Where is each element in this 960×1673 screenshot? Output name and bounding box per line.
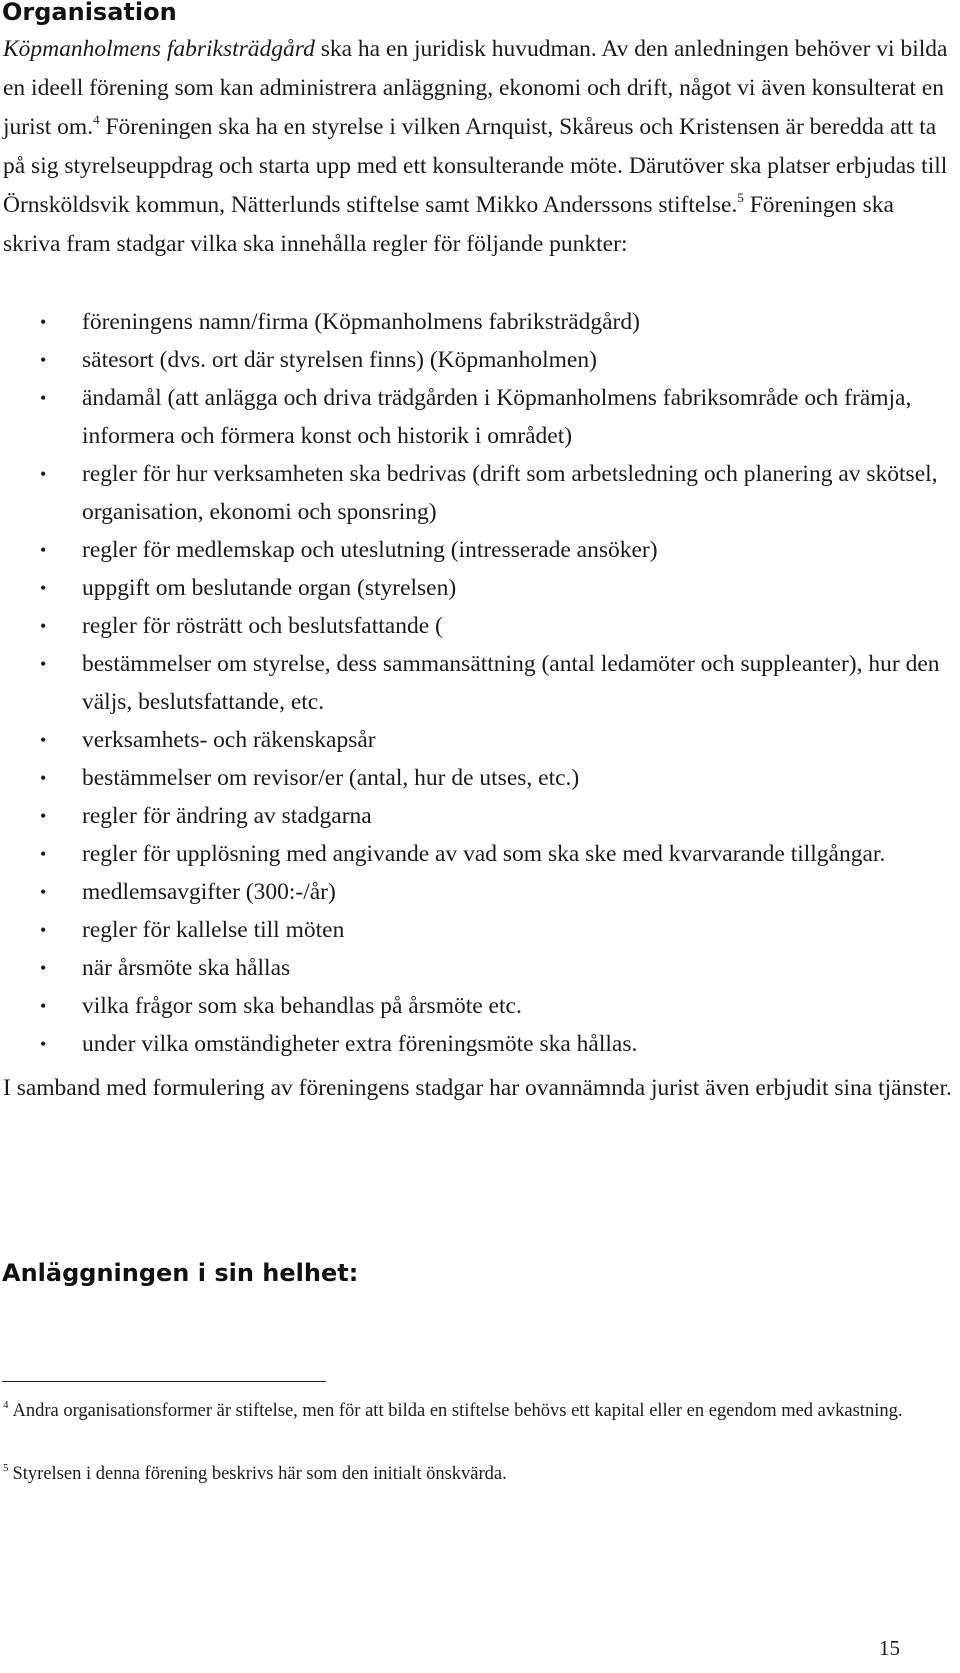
bullet-icon: • (40, 996, 47, 1016)
bullet-icon: • (40, 920, 47, 940)
list-item-text: under vilka omständigheter extra föreningsmöte ska hållas. (82, 1031, 638, 1057)
list-item (0, 379, 950, 455)
list-item (0, 1025, 950, 1063)
list-item (0, 797, 950, 835)
footnote-ref-4[interactable]: 4 (93, 112, 100, 127)
bullet-icon: • (40, 350, 47, 370)
bullet-icon: • (40, 578, 47, 598)
bullet-icon: • (40, 958, 47, 978)
bullet-icon: • (40, 882, 47, 902)
list-item (0, 569, 950, 607)
bylaws-points-list (0, 303, 950, 1063)
list-item-text: regler för hur verksamheten ska bedrivas (drift som arbetsledning och planering av skötsel, organisation, ekonomi och sponsring) (82, 461, 938, 525)
footnote-5 (3, 1459, 953, 1489)
list-item-text: medlemsavgifter (300:-/år) (82, 879, 336, 905)
footnote-separator (2, 1381, 326, 1382)
list-item-text: vilka frågor som ska behandlas på årsmöte etc. (82, 993, 522, 1019)
list-item (0, 303, 950, 341)
footnote-text: Styrelsen i denna förening beskrivs här som den initialt önskvärda. (12, 1464, 507, 1484)
list-item-text: när årsmöte ska hållas (82, 955, 291, 981)
bullet-icon: • (40, 388, 47, 408)
list-item (0, 721, 950, 759)
bullet-icon: • (40, 844, 47, 864)
list-item-text: verksamhets- och räkenskapsår (82, 727, 376, 753)
list-item-text: regler för upplösning med angivande av vad som ska ske med kvarvarande tillgångar. (82, 841, 886, 867)
list-item (0, 531, 950, 569)
list-item-text: regler för kallelse till möten (82, 917, 345, 943)
footnote-text: Andra organisationsformer är stiftelse, men för att bilda en stiftelse behövs ett kapital eller en egendom med avkastning. (12, 1401, 903, 1421)
list-item (0, 455, 950, 531)
intro-text-2: Föreningen ska ha en styrelse i vilken Arnquist, Skåreus och Kristensen är beredda att ta på sig styrelseuppdrag och starta upp med ett konsulterande möte. Därutöver ska platser erbjudas till Örnsköldsvik kommun, Nätterlunds stiftelse samt Mikko Anderssons stiftelse. (3, 114, 948, 218)
list-item-text: uppgift om beslutande organ (styrelsen) (82, 575, 457, 601)
list-item-text: regler för rösträtt och beslutsfattande ( (82, 613, 443, 639)
closing-paragraph: I samband med formulering av föreningens stadgar har ovannämnda jurist även erbjudit sina tjänster. (3, 1075, 952, 1101)
list-item-text: bestämmelser om styrelse, dess sammansättning (antal ledamöter och suppleanter), hur den väljs, beslutsfattande, etc. (82, 651, 940, 715)
bullet-icon: • (40, 540, 47, 560)
list-item (0, 911, 950, 949)
section-heading-organisation: Organisation (2, 0, 177, 26)
footnote-4 (3, 1396, 953, 1426)
list-item (0, 645, 950, 721)
intro-text-3: Föreningen ska skriva fram stadgar vilka ska innehålla regler för följande punkter: (3, 192, 894, 257)
bullet-icon: • (40, 730, 47, 750)
project-name: Köpmanholmens fabriksträdgård (3, 36, 315, 62)
list-item-text: ändamål (att anlägga och driva trädgården i Köpmanholmens fabriksområde och främja, informera och förmera konst och historik i området) (82, 385, 912, 449)
list-item (0, 759, 950, 797)
list-item (0, 835, 950, 873)
list-item-text: sätesort (dvs. ort där styrelsen finns) (Köpmanholmen) (82, 347, 597, 373)
list-item-text: föreningens namn/firma (Köpmanholmens fabriksträdgård) (82, 309, 640, 335)
bullet-icon: • (40, 654, 47, 674)
list-item-text: bestämmelser om revisor/er (antal, hur de utses, etc.) (82, 765, 580, 791)
bullet-icon: • (40, 464, 47, 484)
list-item (0, 341, 950, 379)
page-number: 15 (879, 1636, 900, 1660)
bullet-icon: • (40, 616, 47, 636)
list-item (0, 607, 950, 645)
bullet-icon: • (40, 768, 47, 788)
bullet-icon: • (40, 312, 47, 332)
intro-text-1: ska ha en juridisk huvudman. Av den anledningen behöver vi bilda en ideell förening som kan administrera anläggning, ekonomi och drift, något vi även konsulterat en jurist om. (3, 36, 948, 140)
footnote-number: 5 (3, 1462, 9, 1474)
section-heading-anlaggningen: Anläggningen i sin helhet: (2, 1259, 359, 1287)
list-item-text: regler för medlemskap och uteslutning (intresserade ansöker) (82, 537, 658, 563)
list-item (0, 873, 950, 911)
list-item-text: regler för ändring av stadgarna (82, 803, 372, 829)
bullet-icon: • (40, 1034, 47, 1054)
bullet-icon: • (40, 806, 47, 826)
footnote-number: 4 (3, 1399, 9, 1411)
list-item (0, 987, 950, 1025)
intro-paragraph (3, 30, 953, 264)
list-item (0, 949, 950, 987)
footnote-ref-5[interactable]: 5 (737, 190, 744, 205)
